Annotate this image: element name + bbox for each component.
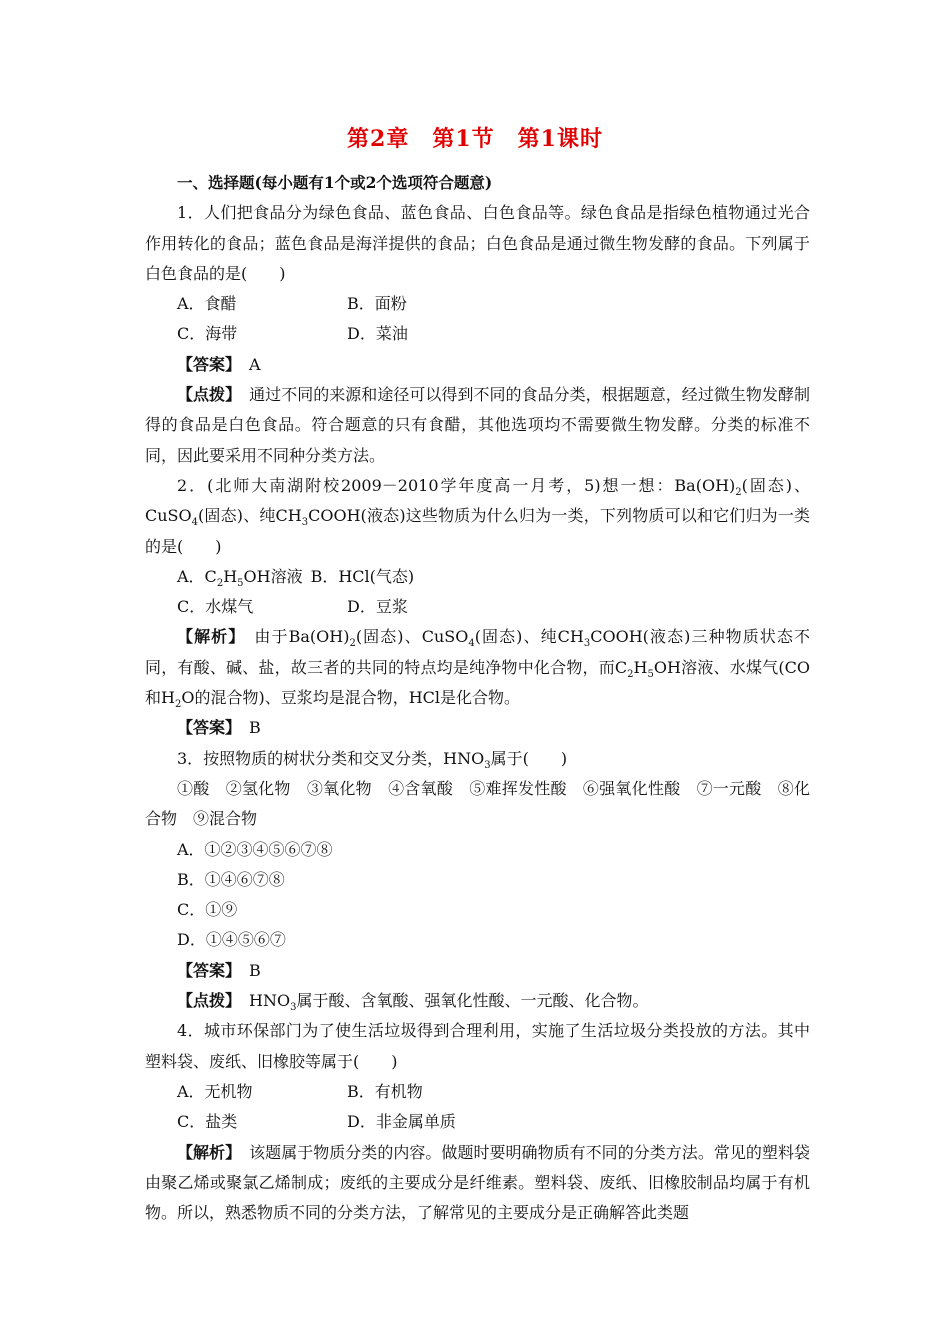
- page-title: 第2章 第1节 第1课时: [347, 126, 603, 152]
- question-3-list: ①酸 ②氢化物 ③氧化物 ④含氧酸 ⑤难挥发性酸 ⑥强氧化性酸 ⑦一元酸 ⑧化合物 ⑨混合物: [145, 778, 810, 829]
- option-c: C．海带: [177, 324, 238, 344]
- question-1-stem: 1．人们把食品分为绿色食品、蓝色食品、白色食品等。绿色食品是指绿色植物通过光合作用转化的食品；蓝色食品是海洋提供的食品；白色食品是通过微生物发酵的食品。下列属于白色食品的是( ): [145, 203, 810, 283]
- option-a: A．食醋: [177, 294, 237, 314]
- question-2-stem: 2．(北师大南湖附校2009－2010学年度高一月考，5)想一想：$Ba(OH)_2$(固态)、CuSO$_4$(固态)、纯$CH_3COOH$(液态)这些物质为什么归为一类，下列物质可以和它们归为一类的是( ): [145, 475, 810, 556]
- option-b: B．HCl(气态): [310, 566, 415, 586]
- question-2-answer: 【答案】 B: [177, 718, 261, 738]
- option-b: B．面粉: [347, 294, 407, 314]
- question-1-tip: 【点拨】 通过不同的来源和途径可以得到不同的食品分类，根据题意，经过微生物发酵制得的食品是白色食品。符合题意的只有食醋，其他选项均不需要微生物发酵。分类的标准不同，因此要采用不同种分类方法。: [145, 385, 810, 465]
- question-4-stem: 4．城市环保部门为了使生活垃圾得到合理利用，实施了生活垃圾分类投放的方法。其中塑料袋、废纸、旧橡胶等属于( ): [145, 1021, 810, 1071]
- question-3-tip: 【点拨】 $HNO_3$属于酸、含氧酸、强氧化性酸、一元酸、化合物。: [177, 991, 649, 1014]
- option-d: D．豆浆: [347, 597, 408, 617]
- option-c: C．水煤气: [177, 597, 254, 617]
- question-1-answer: 【答案】 A: [177, 354, 261, 374]
- option-a: A．$C_2H_5OH$溶液: [177, 566, 303, 590]
- option-c: C．盐类: [177, 1112, 238, 1132]
- question-2-options-row-2: [145, 592, 810, 622]
- section-heading: 一、选择题(每小题有1个或2个选项符合题意): [177, 173, 493, 192]
- option-d: D．非金属单质: [347, 1112, 456, 1132]
- question-2-explanation: 【解析】 由于$Ba(OH)_2$(固态)、CuSO$_4$(固态)、纯$CH_3COOH$(液态)三种物质状态不同，有酸、碱、盐，故三者的共同的特点均是纯净物中化合物，而$C_2H_5OH$溶液、水煤气(CO和$H_2O$的混合物)、豆浆均是混合物，HCl是化合物。: [145, 627, 810, 711]
- question-3-answer: 【答案】 B: [177, 960, 261, 980]
- question-4-options-row-2: [145, 1107, 810, 1137]
- option-b: B．有机物: [347, 1081, 423, 1101]
- question-4-explanation: 【解析】 该题属于物质分类的内容。做题时要明确物质有不同的分类方法。常见的塑料袋由聚乙烯或聚氯乙烯制成；废纸的主要成分是纤维素。塑料袋、废纸、旧橡胶制品均属于有机物。所以，熟悉物质不同的分类方法，了解常见的主要成分是正确解答此类题: [145, 1142, 810, 1223]
- option-c: C．①⑨: [177, 900, 238, 920]
- document-body: [145, 168, 810, 1228]
- option-a: A．无机物: [177, 1081, 253, 1101]
- option-d: D．①④⑤⑥⑦: [177, 930, 286, 950]
- option-b: B．①④⑥⑦⑧: [177, 869, 285, 889]
- question-2-options-row-1: [145, 562, 810, 592]
- option-a: A．①②③④⑤⑥⑦⑧: [177, 839, 333, 859]
- question-1-options-row-1: [145, 289, 810, 319]
- question-1-options-row-2: [145, 319, 810, 349]
- option-d: D．菜油: [347, 324, 408, 344]
- question-3-stem: 3．按照物质的树状分类和交叉分类，$HNO_3$属于( ): [177, 748, 568, 771]
- question-4-options-row-1: [145, 1077, 810, 1107]
